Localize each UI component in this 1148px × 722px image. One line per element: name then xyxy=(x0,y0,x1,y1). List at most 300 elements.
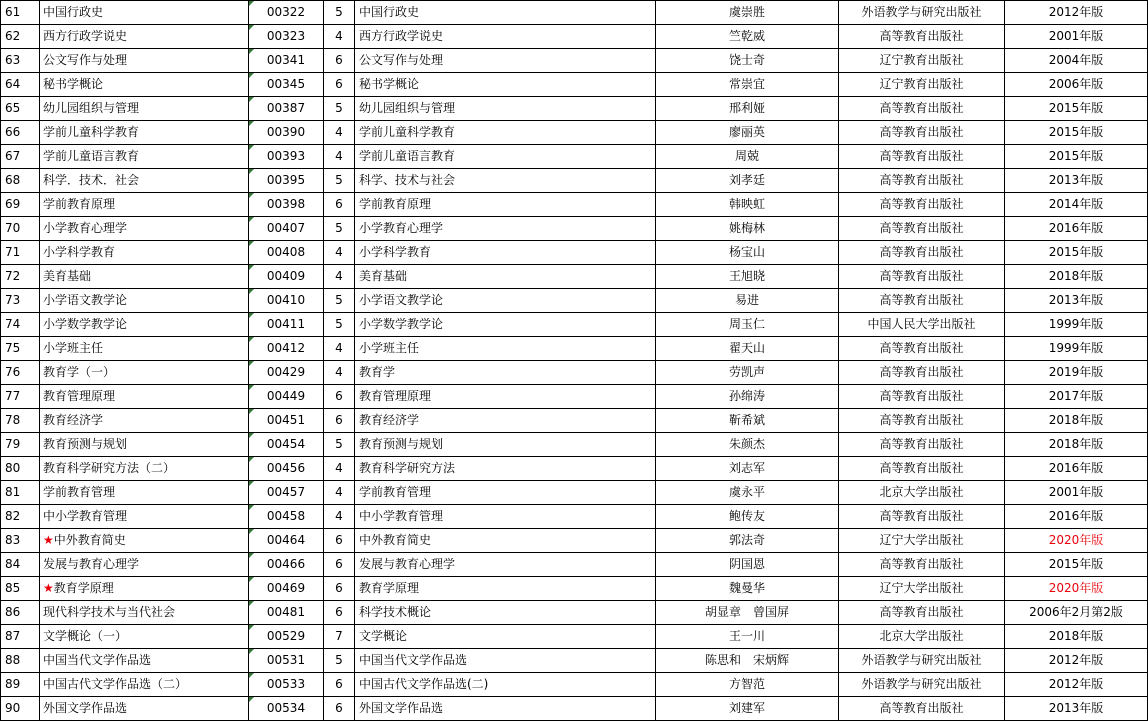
course-code-cell[interactable] xyxy=(249,289,324,313)
textbook-title-cell[interactable] xyxy=(355,529,656,553)
textbook-publisher-cell[interactable] xyxy=(839,169,1005,193)
textbook-publisher-cell[interactable] xyxy=(839,673,1005,697)
textbook-version: 2018年版 xyxy=(1048,629,1104,643)
textbook-title-cell[interactable] xyxy=(355,673,656,697)
row-number-cell[interactable] xyxy=(1,121,40,145)
course-credit-cell[interactable] xyxy=(324,145,355,169)
course-code-cell[interactable] xyxy=(249,241,324,265)
textbook-publisher-cell[interactable] xyxy=(839,241,1005,265)
course-name-cell[interactable] xyxy=(40,313,249,337)
row-number-cell[interactable] xyxy=(1,385,40,409)
textbook-publisher: 高等教育出版社 xyxy=(879,101,964,115)
textbook-publisher-cell[interactable] xyxy=(839,1,1005,25)
textbook-publisher: 高等教育出版社 xyxy=(879,221,964,235)
row-number: 79 xyxy=(5,437,21,451)
textbook-version-cell[interactable] xyxy=(1005,433,1148,457)
textbook-publisher-cell[interactable] xyxy=(839,49,1005,73)
course-code-cell[interactable] xyxy=(249,217,324,241)
course-code-cell[interactable] xyxy=(249,121,324,145)
course-credit-cell[interactable] xyxy=(324,385,355,409)
textbook-publisher-cell[interactable] xyxy=(839,193,1005,217)
course-code-cell[interactable] xyxy=(249,73,324,97)
row-number-cell[interactable] xyxy=(1,361,40,385)
course-name-cell[interactable] xyxy=(40,73,249,97)
textbook-title-cell[interactable] xyxy=(355,649,656,673)
course-name-cell[interactable] xyxy=(40,673,249,697)
textbook-version-cell[interactable] xyxy=(1005,505,1148,529)
textbook-title-cell[interactable] xyxy=(355,433,656,457)
row-number-cell[interactable] xyxy=(1,217,40,241)
table-row xyxy=(1,73,1148,97)
textbook-title: 美育基础 xyxy=(359,269,408,283)
row-number-cell[interactable] xyxy=(1,697,40,721)
course-code-cell[interactable] xyxy=(249,313,324,337)
row-number-cell[interactable] xyxy=(1,529,40,553)
textbook-title-cell[interactable] xyxy=(355,385,656,409)
course-name-cell[interactable] xyxy=(40,385,249,409)
row-number-cell[interactable] xyxy=(1,73,40,97)
textbook-title-cell[interactable] xyxy=(355,289,656,313)
textbook-author-cell[interactable] xyxy=(656,625,839,649)
course-code-cell[interactable] xyxy=(249,673,324,697)
course-credit-cell[interactable] xyxy=(324,49,355,73)
course-credit-cell[interactable] xyxy=(324,649,355,673)
row-number-cell[interactable] xyxy=(1,625,40,649)
course-code: 00345 xyxy=(266,77,306,91)
course-code-cell[interactable] xyxy=(249,1,324,25)
course-name: 现代科学技术与当代社会 xyxy=(43,605,176,619)
textbook-title-cell[interactable] xyxy=(355,505,656,529)
textbook-title: 小学语文教学论 xyxy=(359,293,444,307)
textbook-author-cell[interactable] xyxy=(656,217,839,241)
row-number-cell[interactable] xyxy=(1,169,40,193)
course-credit: 4 xyxy=(335,365,343,379)
course-name: 中国古代文学作品选（二） xyxy=(43,677,188,691)
textbook-author-cell[interactable] xyxy=(656,577,839,601)
course-name-cell[interactable] xyxy=(40,625,249,649)
textbook-title-cell[interactable] xyxy=(355,457,656,481)
textbook-author-cell[interactable] xyxy=(656,385,839,409)
textbook-publisher-cell[interactable] xyxy=(839,385,1005,409)
course-credit-cell[interactable] xyxy=(324,217,355,241)
textbook-publisher-cell[interactable] xyxy=(839,553,1005,577)
textbook-version-cell[interactable] xyxy=(1005,625,1148,649)
textbook-version-cell[interactable] xyxy=(1005,25,1148,49)
textbook-author-cell[interactable] xyxy=(656,457,839,481)
course-code: 00390 xyxy=(266,125,306,139)
textbook-publisher-cell[interactable] xyxy=(839,577,1005,601)
textbook-version-cell[interactable] xyxy=(1005,481,1148,505)
course-name: 教育学（一） xyxy=(43,365,116,379)
row-number: 75 xyxy=(5,341,21,355)
course-name: 美育基础 xyxy=(43,269,92,283)
textbook-version-cell[interactable] xyxy=(1005,265,1148,289)
textbook-publisher-cell[interactable] xyxy=(839,481,1005,505)
textbook-version-cell[interactable] xyxy=(1005,385,1148,409)
course-name: 幼儿园组织与管理 xyxy=(43,101,140,115)
textbook-title-cell[interactable] xyxy=(355,313,656,337)
course-credit: 6 xyxy=(335,677,343,691)
course-code-cell[interactable] xyxy=(249,577,324,601)
row-number-cell[interactable] xyxy=(1,25,40,49)
textbook-title-cell[interactable] xyxy=(355,409,656,433)
textbook-author-cell[interactable] xyxy=(656,169,839,193)
textbook-publisher-cell[interactable] xyxy=(839,337,1005,361)
textbook-title-cell[interactable] xyxy=(355,361,656,385)
course-name-cell[interactable] xyxy=(40,457,249,481)
textbook-publisher-cell[interactable] xyxy=(839,265,1005,289)
textbook-title-cell[interactable] xyxy=(355,1,656,25)
textbook-version-cell[interactable] xyxy=(1005,73,1148,97)
course-credit-cell[interactable] xyxy=(324,361,355,385)
course-code-cell[interactable] xyxy=(249,457,324,481)
textbook-author: 靳希斌 xyxy=(728,413,765,427)
textbook-version-cell[interactable] xyxy=(1005,1,1148,25)
course-name-cell[interactable] xyxy=(40,697,249,721)
textbook-title-cell[interactable] xyxy=(355,121,656,145)
textbook-author-cell[interactable] xyxy=(656,553,839,577)
course-credit-cell[interactable] xyxy=(324,313,355,337)
course-code-cell[interactable] xyxy=(249,337,324,361)
textbook-publisher: 高等教育出版社 xyxy=(879,605,964,619)
course-credit: 4 xyxy=(335,509,343,523)
row-number-cell[interactable] xyxy=(1,241,40,265)
textbook-publisher-cell[interactable] xyxy=(839,97,1005,121)
textbook-version-cell[interactable] xyxy=(1005,169,1148,193)
textbook-publisher: 高等教育出版社 xyxy=(879,365,964,379)
textbook-author-cell[interactable] xyxy=(656,601,839,625)
textbook-publisher-cell[interactable] xyxy=(839,529,1005,553)
course-code-cell[interactable] xyxy=(249,553,324,577)
textbook-version: 2016年版 xyxy=(1048,461,1104,475)
textbook-version-cell[interactable] xyxy=(1005,649,1148,673)
row-number-cell[interactable] xyxy=(1,289,40,313)
textbook-title: 外国文学作品选 xyxy=(359,701,444,715)
textbook-author-cell[interactable] xyxy=(656,697,839,721)
table-row xyxy=(1,49,1148,73)
row-number-cell[interactable] xyxy=(1,265,40,289)
textbook-author-cell[interactable] xyxy=(656,241,839,265)
course-name-cell[interactable] xyxy=(40,97,249,121)
textbook-version: 2001年版 xyxy=(1048,485,1104,499)
course-credit: 4 xyxy=(335,245,343,259)
course-credit-cell[interactable] xyxy=(324,337,355,361)
row-number-cell[interactable] xyxy=(1,337,40,361)
textbook-publisher-cell[interactable] xyxy=(839,433,1005,457)
course-code-cell[interactable] xyxy=(249,697,324,721)
textbook-version: 2016年版 xyxy=(1048,509,1104,523)
course-name: 秘书学概论 xyxy=(43,77,104,91)
course-credit-cell[interactable] xyxy=(324,553,355,577)
course-credit: 6 xyxy=(335,197,343,211)
textbook-title-cell[interactable] xyxy=(355,25,656,49)
course-code-cell[interactable] xyxy=(249,529,324,553)
row-number-cell[interactable] xyxy=(1,433,40,457)
textbook-author-cell[interactable] xyxy=(656,313,839,337)
course-credit-cell[interactable] xyxy=(324,1,355,25)
textbook-title-cell[interactable] xyxy=(355,265,656,289)
course-code: 00398 xyxy=(266,197,306,211)
textbook-publisher: 外语教学与研究出版社 xyxy=(861,677,982,691)
course-name-cell[interactable] xyxy=(40,409,249,433)
row-number-cell[interactable] xyxy=(1,145,40,169)
course-credit: 5 xyxy=(335,653,343,667)
textbook-title-cell[interactable] xyxy=(355,73,656,97)
course-name-cell[interactable] xyxy=(40,145,249,169)
textbook-author-cell[interactable] xyxy=(656,265,839,289)
course-name-cell[interactable] xyxy=(40,289,249,313)
course-name-cell[interactable] xyxy=(40,433,249,457)
course-code-cell[interactable] xyxy=(249,361,324,385)
textbook-author-cell[interactable] xyxy=(656,289,839,313)
course-credit: 4 xyxy=(335,149,343,163)
textbook-publisher-cell[interactable] xyxy=(839,697,1005,721)
textbook-publisher-cell[interactable] xyxy=(839,145,1005,169)
course-credit-cell[interactable] xyxy=(324,241,355,265)
textbook-author-cell[interactable] xyxy=(656,25,839,49)
textbook-title-cell[interactable] xyxy=(355,577,656,601)
course-credit: 5 xyxy=(335,5,343,19)
course-credit-cell[interactable] xyxy=(324,481,355,505)
textbook-publisher: 北京大学出版社 xyxy=(879,629,964,643)
course-credit-cell[interactable] xyxy=(324,577,355,601)
course-code-cell[interactable] xyxy=(249,481,324,505)
textbook-publisher-cell[interactable] xyxy=(839,289,1005,313)
course-code-cell[interactable] xyxy=(249,505,324,529)
textbook-title-cell[interactable] xyxy=(355,697,656,721)
course-name-cell[interactable] xyxy=(40,217,249,241)
textbook-version-cell[interactable] xyxy=(1005,337,1148,361)
textbook-version-cell[interactable] xyxy=(1005,193,1148,217)
course-code-cell[interactable] xyxy=(249,385,324,409)
textbook-version-cell[interactable] xyxy=(1005,673,1148,697)
course-code: 00393 xyxy=(266,149,306,163)
textbook-version-cell[interactable] xyxy=(1005,553,1148,577)
textbook-author-cell[interactable] xyxy=(656,1,839,25)
textbook-publisher-cell[interactable] xyxy=(839,625,1005,649)
textbook-author-cell[interactable] xyxy=(656,409,839,433)
textbook-publisher-cell[interactable] xyxy=(839,73,1005,97)
course-name-cell[interactable] xyxy=(40,529,249,553)
course-credit-cell[interactable] xyxy=(324,697,355,721)
course-credit-cell[interactable] xyxy=(324,25,355,49)
textbook-title-cell[interactable] xyxy=(355,169,656,193)
course-name-cell[interactable] xyxy=(40,601,249,625)
course-name-cell[interactable] xyxy=(40,577,249,601)
textbook-version-cell[interactable] xyxy=(1005,241,1148,265)
row-number-cell[interactable] xyxy=(1,193,40,217)
course-name-cell[interactable] xyxy=(40,649,249,673)
course-name-cell[interactable] xyxy=(40,25,249,49)
course-credit-cell[interactable] xyxy=(324,169,355,193)
course-credit-cell[interactable] xyxy=(324,625,355,649)
textbook-publisher-cell[interactable] xyxy=(839,25,1005,49)
textbook-version: 2015年版 xyxy=(1048,101,1104,115)
row-number-cell[interactable] xyxy=(1,457,40,481)
row-number-cell[interactable] xyxy=(1,649,40,673)
textbook-author-cell[interactable] xyxy=(656,361,839,385)
textbook-version-cell[interactable] xyxy=(1005,601,1148,625)
course-credit-cell[interactable] xyxy=(324,601,355,625)
course-credit-cell[interactable] xyxy=(324,433,355,457)
textbook-publisher-cell[interactable] xyxy=(839,649,1005,673)
row-number: 77 xyxy=(5,389,21,403)
textbook-author-cell[interactable] xyxy=(656,337,839,361)
textbook-author-cell[interactable] xyxy=(656,121,839,145)
course-credit-cell[interactable] xyxy=(324,121,355,145)
course-name: 小学语文教学论 xyxy=(43,293,128,307)
textbook-title-cell[interactable] xyxy=(355,97,656,121)
course-code-cell[interactable] xyxy=(249,265,324,289)
textbook-title-cell[interactable] xyxy=(355,241,656,265)
textbook-version-cell[interactable] xyxy=(1005,289,1148,313)
textbook-version-cell[interactable] xyxy=(1005,409,1148,433)
textbook-author-cell[interactable] xyxy=(656,505,839,529)
course-credit: 5 xyxy=(335,173,343,187)
course-code-cell[interactable] xyxy=(249,625,324,649)
textbook-author-cell[interactable] xyxy=(656,529,839,553)
course-code: 00451 xyxy=(266,413,306,427)
row-number-cell[interactable] xyxy=(1,577,40,601)
textbook-title-cell[interactable] xyxy=(355,145,656,169)
table-row xyxy=(1,97,1148,121)
course-name-cell[interactable] xyxy=(40,505,249,529)
course-name-cell[interactable] xyxy=(40,553,249,577)
textbook-title-cell[interactable] xyxy=(355,553,656,577)
textbook-version-cell[interactable] xyxy=(1005,457,1148,481)
textbook-version: 1999年版 xyxy=(1048,317,1104,331)
textbook-publisher-cell[interactable] xyxy=(839,409,1005,433)
textbook-version-cell[interactable] xyxy=(1005,577,1148,601)
textbook-version-cell[interactable] xyxy=(1005,697,1148,721)
textbook-publisher-cell[interactable] xyxy=(839,121,1005,145)
course-credit-cell[interactable] xyxy=(324,673,355,697)
textbook-publisher-cell[interactable] xyxy=(839,217,1005,241)
textbook-author-cell[interactable] xyxy=(656,145,839,169)
course-credit-cell[interactable] xyxy=(324,289,355,313)
table-row xyxy=(1,625,1148,649)
row-number: 68 xyxy=(5,173,21,187)
course-name-cell[interactable] xyxy=(40,49,249,73)
textbook-author-cell[interactable] xyxy=(656,433,839,457)
textbook-author-cell[interactable] xyxy=(656,97,839,121)
textbook-version: 2018年版 xyxy=(1048,437,1104,451)
textbook-version-cell[interactable] xyxy=(1005,217,1148,241)
row-number-cell[interactable] xyxy=(1,601,40,625)
textbook-publisher: 高等教育出版社 xyxy=(879,701,964,715)
course-credit-cell[interactable] xyxy=(324,97,355,121)
textbook-title-cell[interactable] xyxy=(355,193,656,217)
course-name-cell[interactable] xyxy=(40,1,249,25)
row-number-cell[interactable] xyxy=(1,313,40,337)
textbook-author-cell[interactable] xyxy=(656,673,839,697)
textbook-author-cell[interactable] xyxy=(656,649,839,673)
course-name-cell[interactable] xyxy=(40,121,249,145)
course-name: 发展与教育心理学 xyxy=(43,557,140,571)
textbook-title-cell[interactable] xyxy=(355,601,656,625)
course-credit: 4 xyxy=(335,125,343,139)
textbook-publisher-cell[interactable] xyxy=(839,361,1005,385)
course-code-cell[interactable] xyxy=(249,25,324,49)
row-number-cell[interactable] xyxy=(1,1,40,25)
course-name-cell[interactable] xyxy=(40,361,249,385)
textbook-publisher: 高等教育出版社 xyxy=(879,341,964,355)
row-number-cell[interactable] xyxy=(1,49,40,73)
course-name-cell[interactable] xyxy=(40,241,249,265)
course-credit-cell[interactable] xyxy=(324,457,355,481)
course-code-cell[interactable] xyxy=(249,169,324,193)
course-credit-cell[interactable] xyxy=(324,529,355,553)
row-number-cell[interactable] xyxy=(1,97,40,121)
textbook-version: 2020年版 xyxy=(1048,533,1104,547)
course-code-cell[interactable] xyxy=(249,433,324,457)
row-number: 67 xyxy=(5,149,21,163)
textbook-version-cell[interactable] xyxy=(1005,121,1148,145)
course-code-cell[interactable] xyxy=(249,193,324,217)
course-code-cell[interactable] xyxy=(249,49,324,73)
course-credit-cell[interactable] xyxy=(324,505,355,529)
textbook-title-cell[interactable] xyxy=(355,481,656,505)
course-credit-cell[interactable] xyxy=(324,409,355,433)
textbook-version-cell[interactable] xyxy=(1005,97,1148,121)
course-name-cell[interactable] xyxy=(40,265,249,289)
row-number-cell[interactable] xyxy=(1,409,40,433)
textbook-version-cell[interactable] xyxy=(1005,361,1148,385)
row-number: 76 xyxy=(5,365,21,379)
course-code-cell[interactable] xyxy=(249,97,324,121)
textbook-version-cell[interactable] xyxy=(1005,529,1148,553)
course-name-cell[interactable] xyxy=(40,481,249,505)
row-number-cell[interactable] xyxy=(1,481,40,505)
row-number-cell[interactable] xyxy=(1,553,40,577)
textbook-title-cell[interactable] xyxy=(355,217,656,241)
textbook-author-cell[interactable] xyxy=(656,481,839,505)
course-name-cell[interactable] xyxy=(40,169,249,193)
textbook-publisher-cell[interactable] xyxy=(839,601,1005,625)
course-code-cell[interactable] xyxy=(249,145,324,169)
course-code-cell[interactable] xyxy=(249,601,324,625)
textbook-title-cell[interactable] xyxy=(355,49,656,73)
course-name-cell[interactable] xyxy=(40,337,249,361)
course-credit-cell[interactable] xyxy=(324,193,355,217)
textbook-title-cell[interactable] xyxy=(355,625,656,649)
course-credit-cell[interactable] xyxy=(324,265,355,289)
course-name-cell[interactable] xyxy=(40,193,249,217)
textbook-author-cell[interactable] xyxy=(656,73,839,97)
textbook-publisher-cell[interactable] xyxy=(839,313,1005,337)
row-number: 83 xyxy=(5,533,21,547)
textbook-version-cell[interactable] xyxy=(1005,313,1148,337)
course-credit-cell[interactable] xyxy=(324,73,355,97)
textbook-publisher-cell[interactable] xyxy=(839,505,1005,529)
row-number-cell[interactable] xyxy=(1,505,40,529)
textbook-version: 2015年版 xyxy=(1048,149,1104,163)
course-credit: 6 xyxy=(335,533,343,547)
textbook-publisher: 高等教育出版社 xyxy=(879,461,964,475)
textbook-version-cell[interactable] xyxy=(1005,49,1148,73)
textbook-author-cell[interactable] xyxy=(656,49,839,73)
textbook-title: 小学数学教学论 xyxy=(359,317,444,331)
textbook-publisher-cell[interactable] xyxy=(839,457,1005,481)
textbook-author-cell[interactable] xyxy=(656,193,839,217)
textbook-title-cell[interactable] xyxy=(355,337,656,361)
course-code-cell[interactable] xyxy=(249,409,324,433)
course-code-cell[interactable] xyxy=(249,649,324,673)
row-number-cell[interactable] xyxy=(1,673,40,697)
course-credit: 6 xyxy=(335,413,343,427)
textbook-version-cell[interactable] xyxy=(1005,145,1148,169)
textbook-title: 秘书学概论 xyxy=(359,77,420,91)
